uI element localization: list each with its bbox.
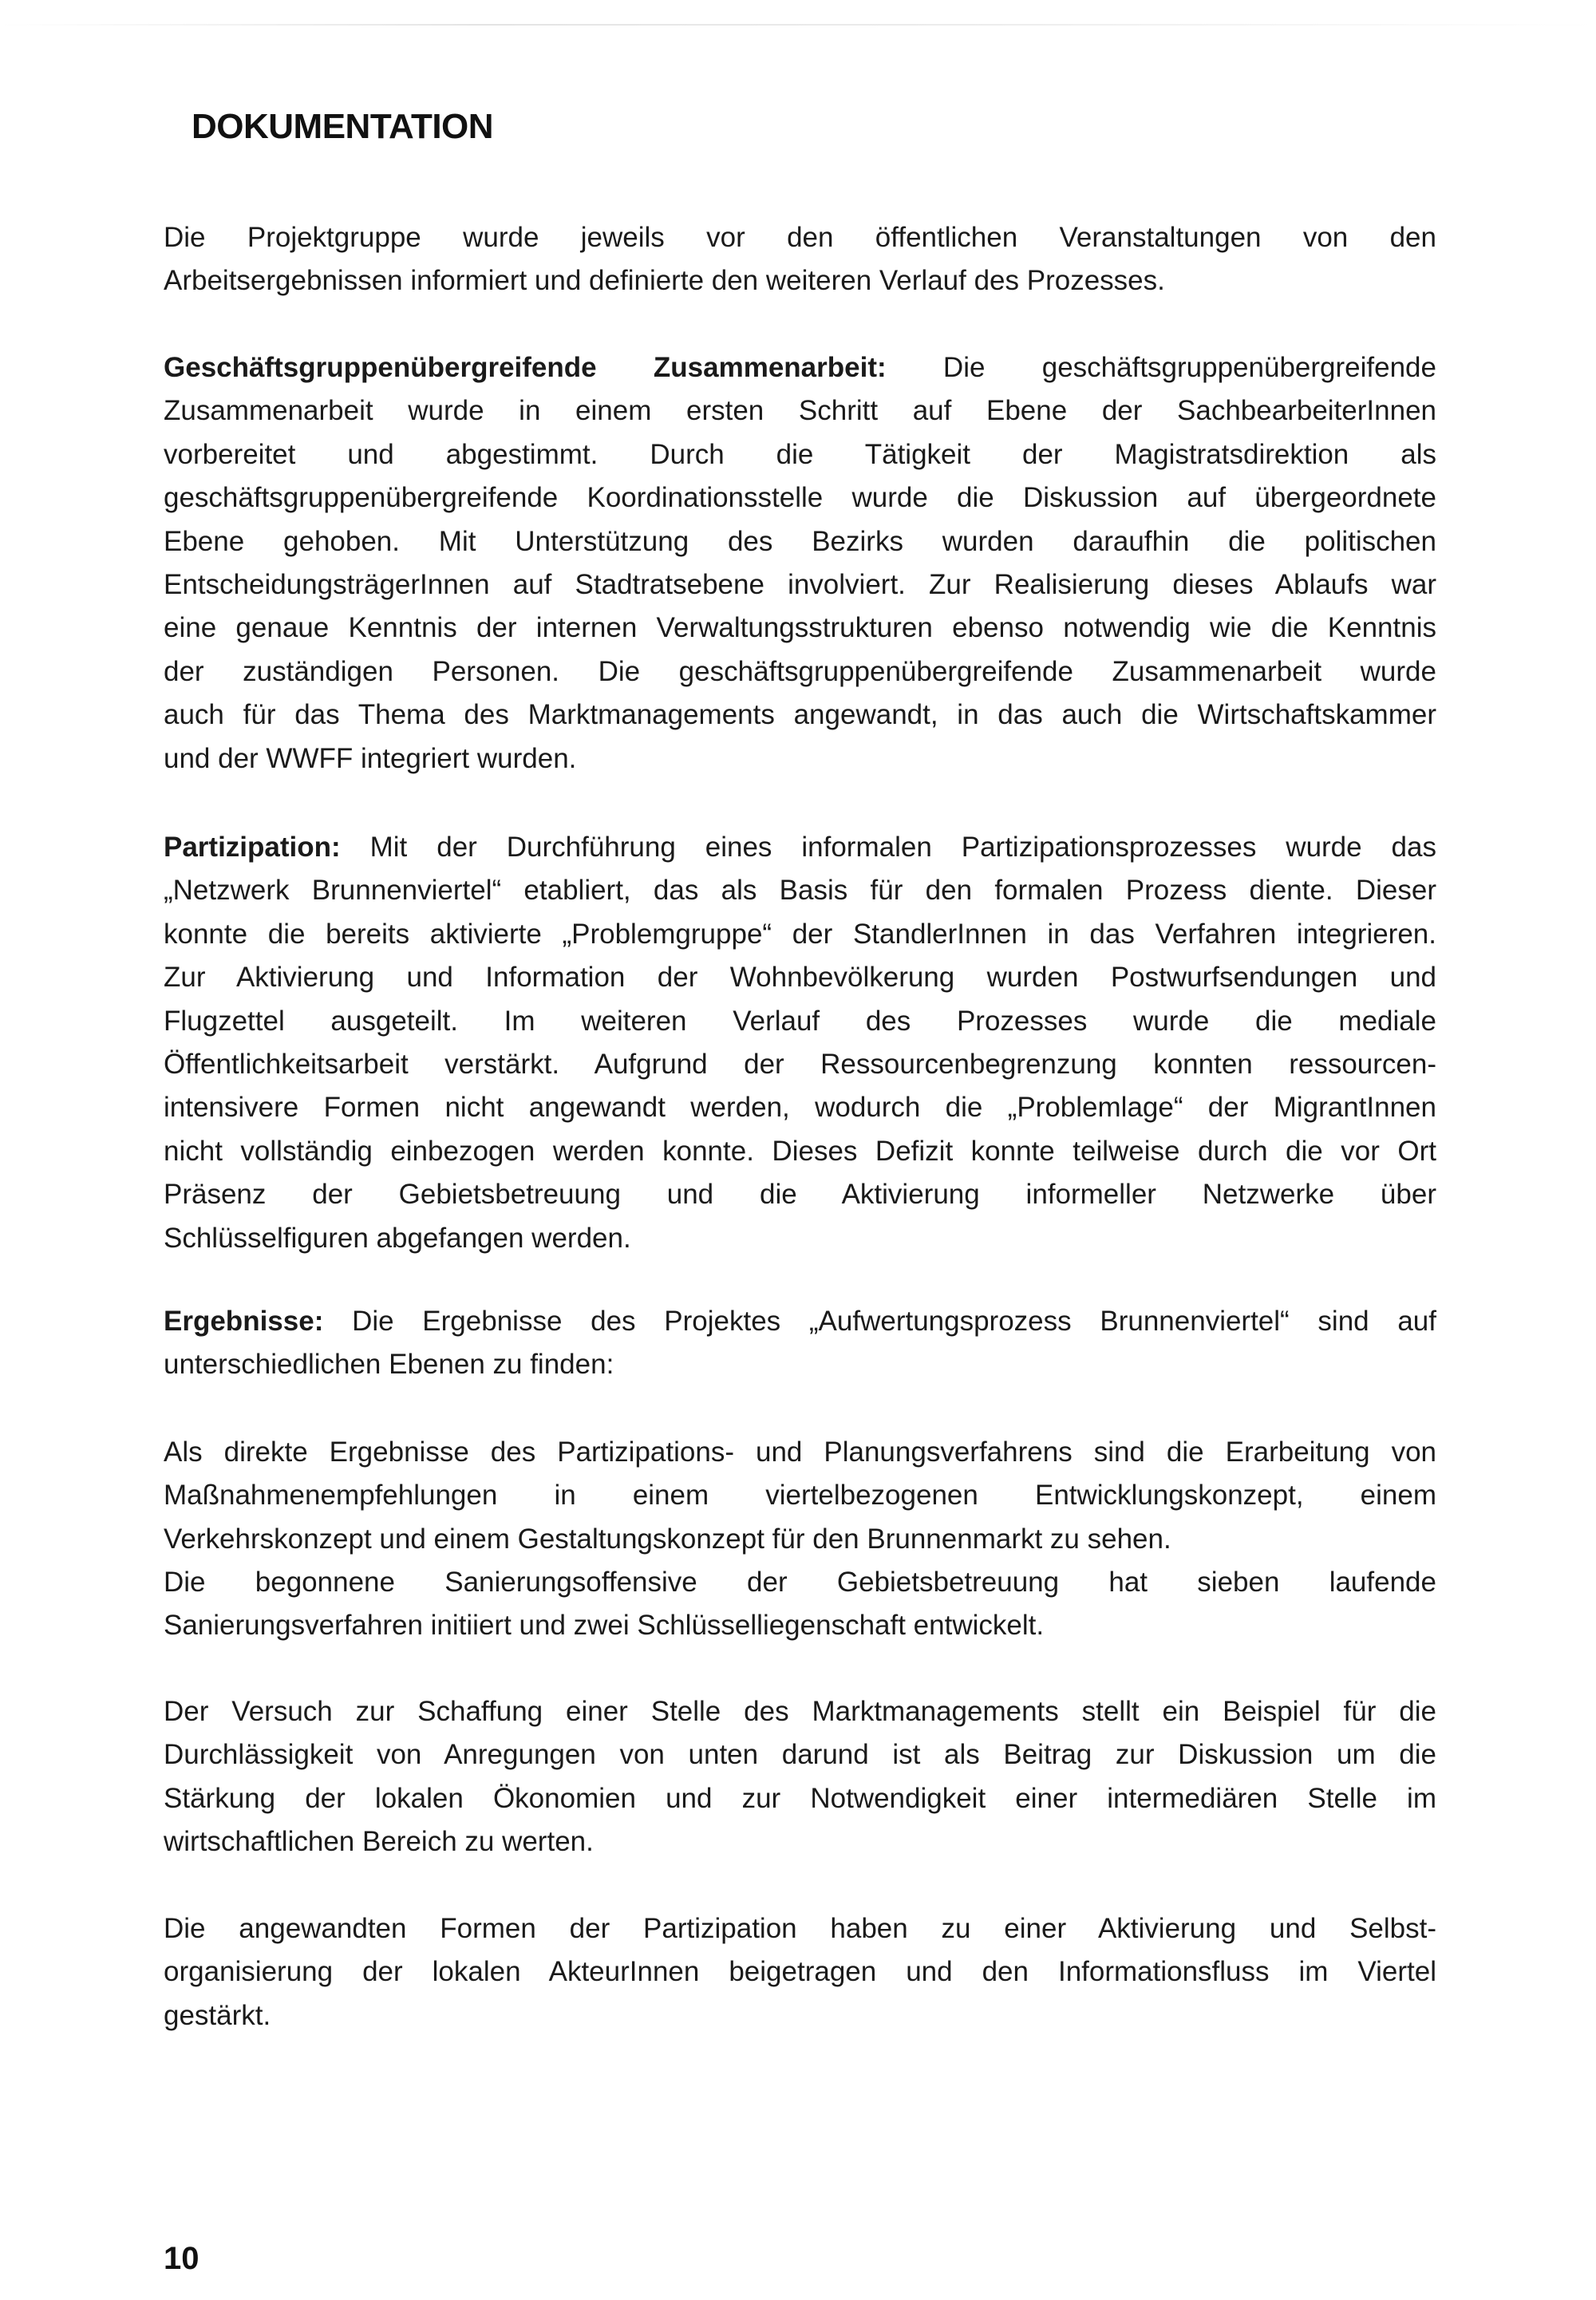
text-line xyxy=(164,1518,1436,1561)
line-text: Durchlässigkeit von Anregungen von unten darund ist als Beitrag zur Diskussion um die xyxy=(164,1739,1436,1771)
marktmanagement-paragraph xyxy=(164,1690,1436,1864)
text-line xyxy=(164,259,1436,302)
line-text: gestärkt. xyxy=(164,1999,271,2031)
text-line xyxy=(164,1300,1436,1343)
text-line xyxy=(164,607,1436,650)
page-number: 10 xyxy=(164,2241,200,2276)
line-text: organisierung der lokalen AkteurInnen beigetragen und den Informationsfluss im Viertel xyxy=(164,1956,1436,1988)
sanierung-paragraph xyxy=(164,1561,1436,1648)
line-text: Stärkung der lokalen Ökonomien und zur Notwendigkeit einer intermediären Stelle im xyxy=(164,1782,1436,1814)
text-line xyxy=(164,433,1436,476)
line-text: und der WWFF integriert wurden. xyxy=(164,742,577,774)
text-line xyxy=(164,1604,1436,1647)
text-line xyxy=(164,389,1436,433)
line-text: geschäftsgruppenübergreifende Koordinationsstelle wurde die Diskussion auf übergeordnete xyxy=(164,482,1436,514)
text-line xyxy=(164,737,1436,780)
run-in-heading: Partizipation: xyxy=(164,832,341,863)
line-text: Öffentlichkeitsarbeit verstärkt. Aufgrund der Ressourcenbegrenzung konnten ressourcen- xyxy=(164,1048,1436,1080)
line-text: unterschiedlichen Ebenen zu finden: xyxy=(164,1349,614,1381)
line-text: Der Versuch zur Schaffung einer Stelle des Marktmanagements stellt ein Beispiel für die xyxy=(164,1696,1436,1727)
text-line xyxy=(164,826,1436,869)
line-text: Sanierungsverfahren initiiert und zwei Schlüsselliegenschaft entwickelt. xyxy=(164,1610,1045,1642)
line-text: Die Projektgruppe wurde jeweils vor den öffentlichen Veranstaltungen von den xyxy=(164,222,1436,253)
line-text: intensivere Formen nicht angewandt werden, wodurch die „Problemlage“ der MigrantInnen xyxy=(164,1092,1436,1124)
line-text: auch für das Thema des Marktmanagements angewandt, in das auch die Wirtschaftskammer xyxy=(164,699,1436,731)
line-text: Die geschäftsgruppenübergreifende xyxy=(886,352,1436,383)
line-text: Die angewandten Formen der Partizipation haben zu einer Aktivierung und Selbst- xyxy=(164,1913,1436,1944)
run-in-heading: Geschäftsgruppenübergreifende Zusammenarbeit: xyxy=(164,352,887,383)
text-line xyxy=(164,1217,1436,1260)
line-text: Flugzettel ausgeteilt. Im weiteren Verlauf des Prozesses wurde die mediale xyxy=(164,1005,1436,1037)
text-line xyxy=(164,869,1436,912)
line-text: Die Ergebnisse des Projektes „Aufwertungsprozess Brunnenviertel“ sind auf xyxy=(323,1306,1436,1337)
partizipation-paragraph xyxy=(164,826,1436,1260)
zusammenarbeit-paragraph xyxy=(164,346,1436,780)
text-line xyxy=(164,563,1436,607)
intro-paragraph xyxy=(164,216,1436,303)
line-text: Arbeitsergebnissen informiert und definierte den weiteren Verlauf des Prozesses. xyxy=(164,265,1165,297)
line-text: Verkehrskonzept und einem Gestaltungskonzept für den Brunnenmarkt zu sehen. xyxy=(164,1523,1171,1555)
text-line xyxy=(164,1086,1436,1129)
text-line xyxy=(164,476,1436,520)
text-line xyxy=(164,1000,1436,1043)
text-line xyxy=(164,1561,1436,1604)
line-text: vorbereitet und abgestimmt. Durch die Tätigkeit der Magistratsdirektion als xyxy=(164,438,1436,470)
text-line xyxy=(164,1820,1436,1863)
text-line xyxy=(164,1950,1436,1994)
text-line xyxy=(164,216,1436,259)
text-line xyxy=(164,346,1436,389)
text-line xyxy=(164,650,1436,694)
text-line xyxy=(164,1777,1436,1820)
line-text: Maßnahmenempfehlungen in einem viertelbezogenen Entwicklungskonzept, einem xyxy=(164,1480,1436,1512)
text-line xyxy=(164,1130,1436,1173)
run-in-heading: Ergebnisse: xyxy=(164,1306,324,1337)
text-line xyxy=(164,1907,1436,1950)
line-text: nicht vollständig einbezogen werden konnte. Dieses Defizit konnte teilweise durch die vor Ort xyxy=(164,1135,1436,1167)
text-line xyxy=(164,1431,1436,1474)
line-text: EntscheidungsträgerInnen auf Stadtratsebene involviert. Zur Realisierung dieses Ablaufs war xyxy=(164,568,1436,600)
line-text: Mit der Durchführung eines informalen Partizipationsprozesses wurde das xyxy=(340,832,1436,863)
text-line xyxy=(164,1690,1436,1733)
line-text: konnte die bereits aktivierte „Problemgruppe“ der StandlerInnen in das Verfahren integrieren. xyxy=(164,918,1436,950)
line-text: Die begonnene Sanierungsoffensive der Gebietsbetreuung hat sieben laufende xyxy=(164,1567,1436,1598)
line-text: Ebene gehoben. Mit Unterstützung des Bezirks wurden daraufhin die politischen xyxy=(164,525,1436,557)
text-line xyxy=(164,1733,1436,1776)
line-text: Als direkte Ergebnisse des Partizipations- und Planungsverfahrens sind die Erarbeitung von xyxy=(164,1437,1436,1468)
line-text: Präsenz der Gebietsbetreuung und die Aktivierung informeller Netzwerke über xyxy=(164,1179,1436,1211)
text-line xyxy=(164,1173,1436,1216)
line-text: Zusammenarbeit wurde in einem ersten Schritt auf Ebene der SachbearbeiterInnen xyxy=(164,395,1436,427)
line-text: wirtschaftlichen Bereich zu werten. xyxy=(164,1826,594,1858)
line-text: der zuständigen Personen. Die geschäftsgruppenübergreifende Zusammenarbeit wurde xyxy=(164,655,1436,687)
line-text: „Netzwerk Brunnenviertel“ etabliert, das als Basis für den formalen Prozess diente. Dieser xyxy=(164,875,1436,907)
text-line xyxy=(164,1994,1436,2037)
text-line xyxy=(164,520,1436,563)
direkte-ergebnisse-paragraph xyxy=(164,1431,1436,1561)
scan-edge-line xyxy=(0,24,1596,26)
line-text: Zur Aktivierung und Information der Wohnbevölkerung wurden Postwurfsendungen und xyxy=(164,962,1436,994)
text-line xyxy=(164,956,1436,999)
partizipation-formen-paragraph xyxy=(164,1907,1436,2037)
text-line xyxy=(164,694,1436,737)
line-text: eine genaue Kenntnis der internen Verwaltungsstrukturen ebenso notwendig wie die Kenntnis xyxy=(164,612,1436,644)
text-line xyxy=(164,1343,1436,1386)
text-line xyxy=(164,1043,1436,1086)
text-line xyxy=(164,913,1436,956)
ergebnisse-paragraph xyxy=(164,1300,1436,1387)
page-heading: DOKUMENTATION xyxy=(192,107,494,146)
text-line xyxy=(164,1474,1436,1517)
line-text: Schlüsselfiguren abgefangen werden. xyxy=(164,1222,631,1254)
